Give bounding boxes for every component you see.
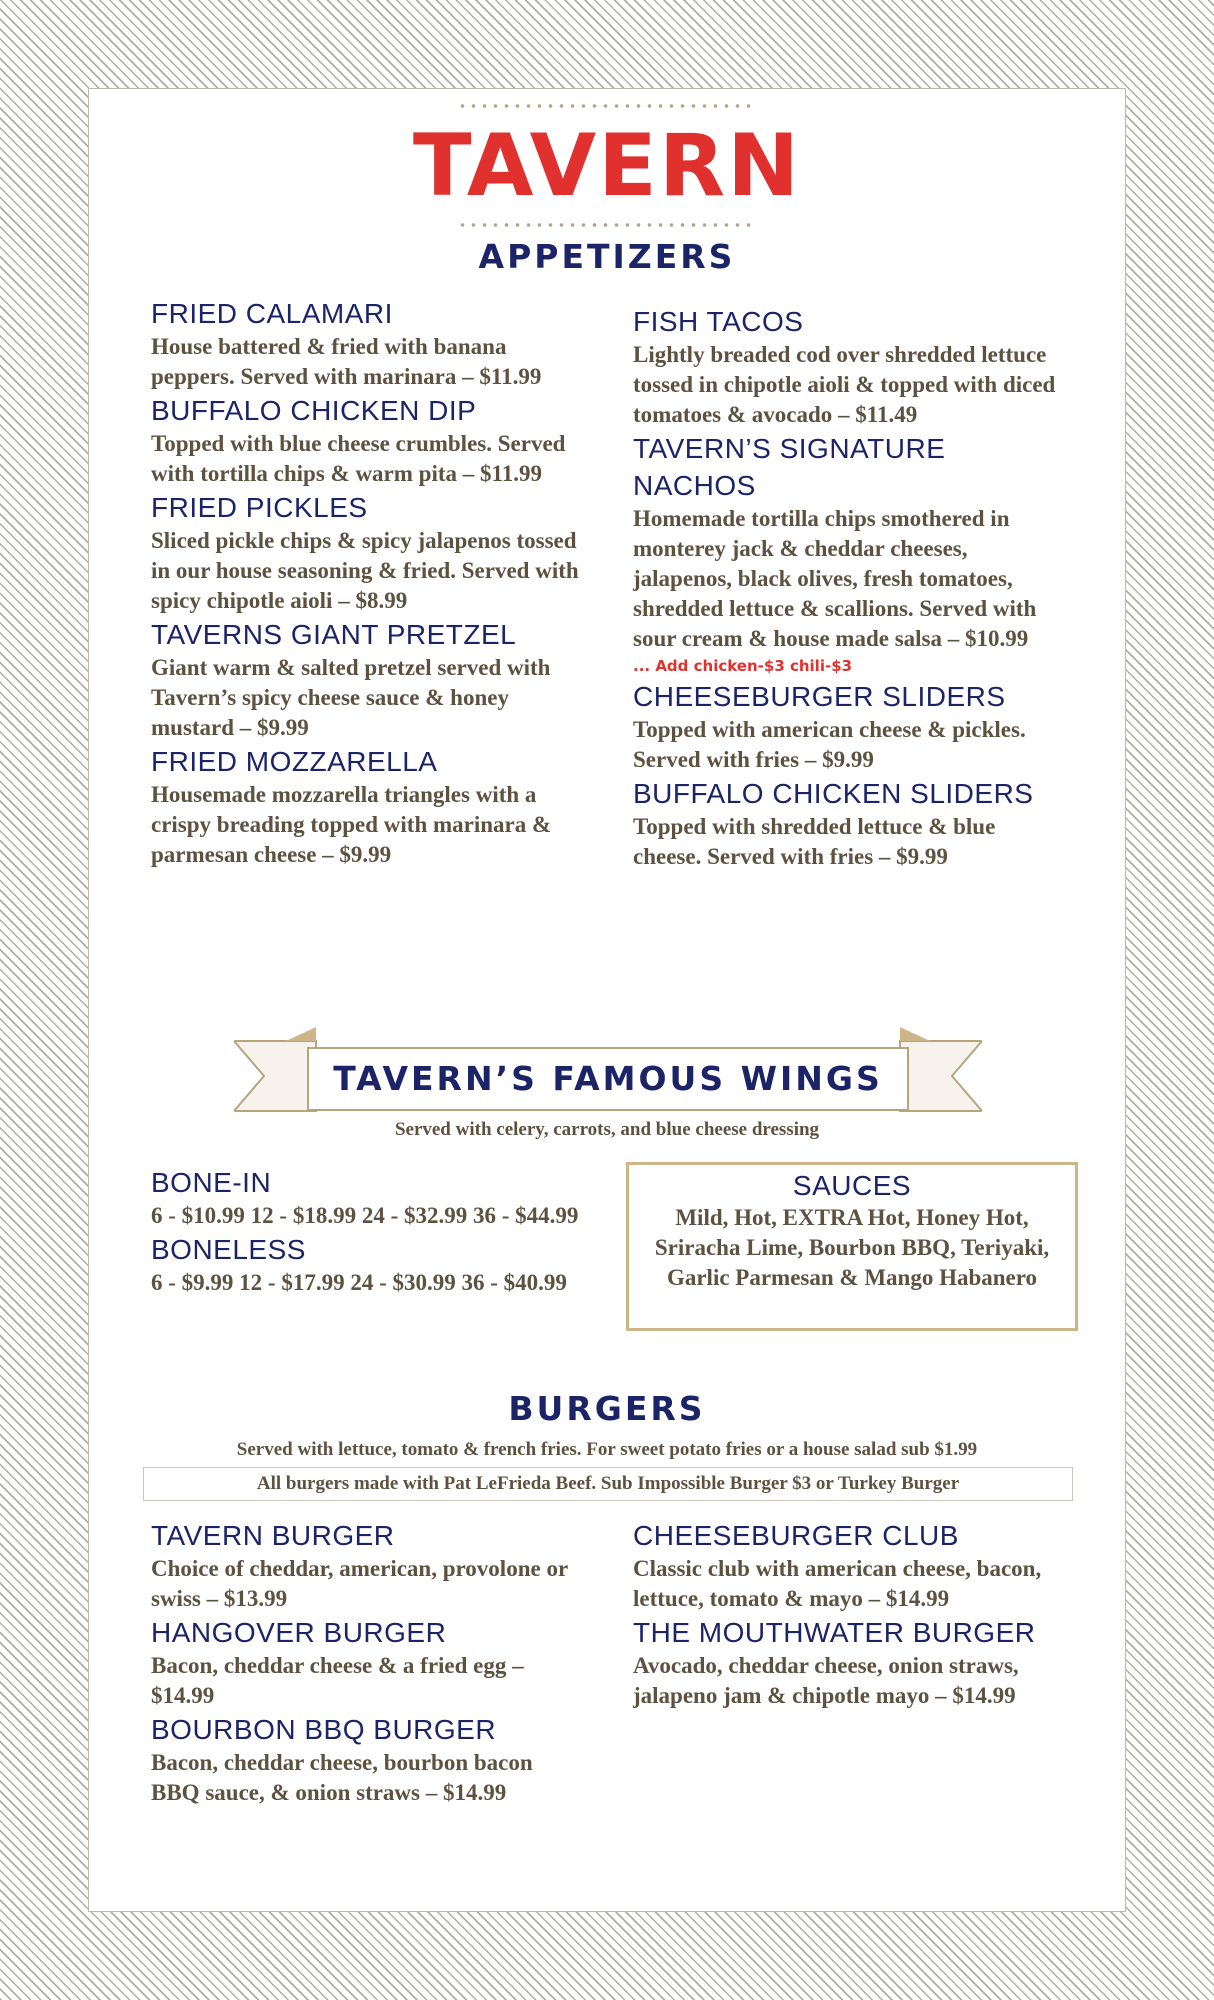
item-description: House battered & fried with banana peppers. Served with marinara – $11.99 [151,334,542,389]
item-name: FRIED MOZZARELLA [151,746,438,777]
item-description: Homemade tortilla chips smothered in monterey jack & cheddar cheeses, jalapenos, black olives, fresh tomatoes, shredded lettuce & scallions. Served with sour cream & house made salsa – $10.99 [633,506,1037,651]
ribbon-left-tail [234,1041,316,1111]
menu-item [151,1164,581,1231]
menu-item [633,303,1063,430]
item-name: FISH TACOS [633,306,804,337]
item-prices: 6 - $9.99 12 - $17.99 24 - $30.99 36 - $40.99 [151,1270,567,1295]
item-description: Avocado, cheddar cheese, onion straws, jalapeno jam & chipotle mayo – $14.99 [633,1653,1019,1708]
item-description: Giant warm & salted pretzel served with Tavern’s spicy cheese sauce & honey mustard – $9.99 [151,655,551,740]
sauces-box [626,1162,1078,1331]
burgers-subtitle: Served with lettuce, tomato & french fries. For sweet potato fries or a house salad sub $1.99 [236,1439,978,1460]
menu-item [151,489,581,616]
appetizers-heading: APPETIZERS [478,237,736,276]
sauces-list: Mild, Hot, EXTRA Hot, Honey Hot, Sriracha Lime, Bourbon BBQ, Teriyaki, Garlic Parmesan & Mango Habanero [654,1205,1050,1290]
menu-item [151,1231,581,1298]
menu-item [151,1614,581,1711]
menu-item [151,616,581,743]
dotted-divider-bottom [457,222,757,228]
item-name: THE MOUTHWATER BURGER [633,1617,1036,1648]
item-description: Topped with blue cheese crumbles. Served with tortilla chips & warm pita – $11.99 [151,431,566,486]
appetizers-right-column [633,303,1063,872]
burgers-right-column [633,1517,1063,1711]
burgers-left-column [151,1517,581,1808]
item-name: HANGOVER BURGER [151,1617,447,1648]
menu-item [151,1711,581,1808]
item-name: CHEESEBURGER CLUB [633,1520,959,1551]
item-name: BOURBON BBQ BURGER [151,1714,497,1745]
menu-item [633,775,1063,872]
tavern-logo: TAVERN [412,116,802,216]
item-name: TAVERNS GIANT PRETZEL [151,619,517,650]
item-name: FRIED CALAMARI [151,298,393,329]
item-name: FRIED PICKLES [151,492,368,523]
menu-item [633,1614,1063,1711]
item-description: Topped with shredded lettuce & blue cheese. Served with fries – $9.99 [633,814,996,869]
menu-card [88,88,1126,1912]
item-name: BONE-IN [151,1167,272,1198]
ribbon-left-fold [286,1027,316,1041]
item-addon: ... Add chicken-$3 chili-$3 [633,657,853,675]
sauces-title: SAUCES [792,1170,912,1201]
menu-item [633,430,1063,678]
menu-item [633,678,1063,775]
menu-item [151,1517,581,1614]
item-description: Classic club with american cheese, bacon, lettuce, tomato & mayo – $14.99 [633,1556,1042,1611]
item-prices: 6 - $10.99 12 - $18.99 24 - $32.99 36 - $44.99 [151,1203,579,1228]
wings-heading: TAVERN’S FAMOUS WINGS [307,1047,909,1111]
ribbon-right-fold [900,1027,930,1041]
burgers-heading: BURGERS [508,1389,706,1428]
item-name: BONELESS [151,1234,306,1265]
item-name: BUFFALO CHICKEN SLIDERS [633,778,1034,809]
dotted-divider-top [457,103,757,109]
menu-item [151,295,581,392]
item-name: BUFFALO CHICKEN DIP [151,395,477,426]
wings-subtitle: Served with celery, carrots, and blue cheese dressing [394,1119,820,1140]
ribbon-right-tail [900,1041,982,1111]
item-name: TAVERN BURGER [151,1520,395,1551]
item-description: Sliced pickle chips & spicy jalapenos tossed in our house seasoning & fried. Served with spicy chipotle aioli – $8.99 [151,528,579,613]
burgers-note: All burgers made with Pat LeFrieda Beef. Sub Impossible Burger $3 or Turkey Burger [143,1467,1073,1501]
item-description: Lightly breaded cod over shredded lettuce tossed in chipotle aioli & topped with diced tomatoes & avocado – $11.49 [633,342,1056,427]
menu-item [633,1517,1063,1614]
item-name: CHEESEBURGER SLIDERS [633,681,1006,712]
wings-prices-column [151,1164,581,1298]
item-description: Topped with american cheese & pickles. Served with fries – $9.99 [633,717,1026,772]
appetizers-left-column [151,295,581,870]
menu-item [151,392,581,489]
item-description: Housemade mozzarella triangles with a crispy breading topped with marinara & parmesan cheese – $9.99 [151,782,552,867]
item-description: Bacon, cheddar cheese, bourbon bacon BBQ sauce, & onion straws – $14.99 [151,1750,533,1805]
item-description: Choice of cheddar, american, provolone or swiss – $13.99 [151,1556,568,1611]
menu-item [151,743,581,870]
item-description: Bacon, cheddar cheese & a fried egg – $14.99 [151,1653,524,1708]
item-name: TAVERN’S SIGNATURE NACHOS [633,433,946,501]
